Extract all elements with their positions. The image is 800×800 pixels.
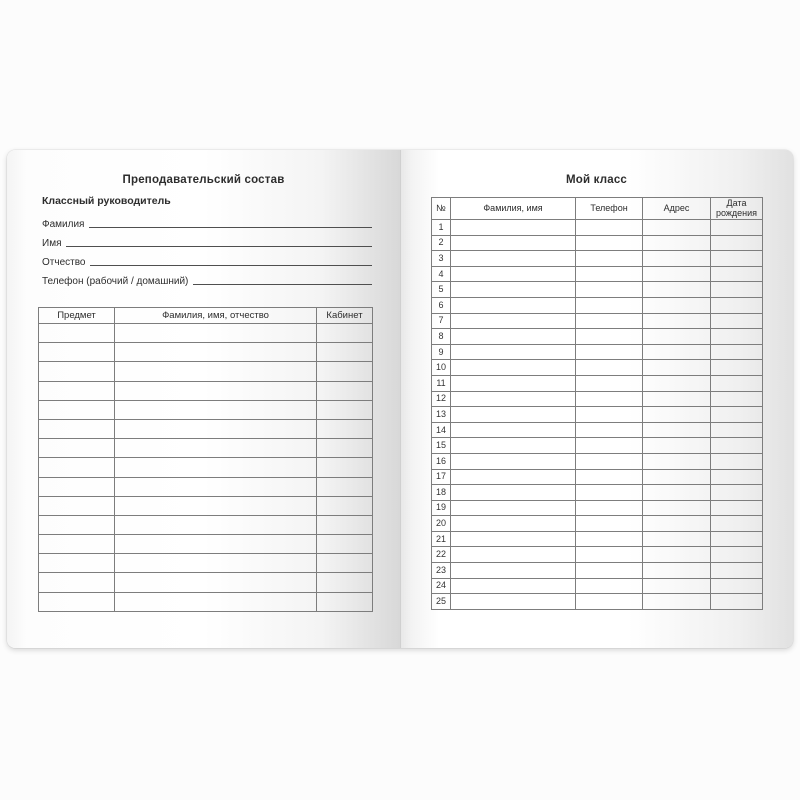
empty-cell [317,535,373,554]
row-number-cell: 24 [432,578,451,594]
row-number-cell: 9 [432,344,451,360]
empty-cell [711,360,763,376]
empty-cell [39,439,115,458]
staff-table-body [39,324,373,612]
table-row [39,400,373,419]
empty-cell [451,469,576,485]
empty-cell [711,485,763,501]
field-first-name-label: Имя [42,238,62,249]
field-first-name [42,232,372,249]
empty-cell [39,496,115,515]
empty-cell [451,235,576,251]
table-row [39,496,373,515]
empty-cell [39,381,115,400]
empty-cell [711,469,763,485]
table-row [39,573,373,592]
empty-cell [711,266,763,282]
table-row [432,297,763,313]
empty-cell [451,407,576,423]
empty-cell [451,297,576,313]
empty-cell [576,469,643,485]
empty-cell [115,592,317,611]
empty-cell [576,344,643,360]
table-row [432,422,763,438]
empty-cell [643,329,711,345]
empty-cell [451,360,576,376]
empty-cell [643,282,711,298]
table-row [39,458,373,477]
row-number-cell: 2 [432,235,451,251]
empty-cell [451,344,576,360]
class-teacher-heading: Классный руководитель [42,195,171,207]
table-row [432,438,763,454]
empty-cell [451,251,576,267]
field-patronymic-label: Отчество [42,257,86,268]
empty-cell [711,375,763,391]
empty-cell [711,297,763,313]
empty-cell [115,458,317,477]
row-number-cell: 7 [432,313,451,329]
empty-cell [643,578,711,594]
staff-table-header-row [39,308,373,324]
table-row [432,469,763,485]
empty-cell [39,554,115,573]
empty-cell [576,547,643,563]
empty-cell [451,422,576,438]
first-name-write-in-line [66,246,372,247]
row-number-cell: 12 [432,391,451,407]
empty-cell [451,563,576,579]
field-surname [42,213,372,230]
empty-cell [643,500,711,516]
empty-cell [451,453,576,469]
staff-table [38,307,373,612]
row-number-cell: 22 [432,547,451,563]
column-header-room: Кабинет [317,308,373,324]
table-row [39,343,373,362]
empty-cell [576,375,643,391]
row-number-cell: 25 [432,594,451,610]
empty-cell [643,594,711,610]
empty-cell [115,343,317,362]
empty-cell [711,235,763,251]
empty-cell [317,362,373,381]
empty-cell [451,282,576,298]
empty-cell [711,438,763,454]
row-number-cell: 15 [432,438,451,454]
empty-cell [576,594,643,610]
empty-cell [576,578,643,594]
empty-cell [115,400,317,419]
empty-cell [451,516,576,532]
row-number-cell: 6 [432,297,451,313]
empty-cell [643,297,711,313]
empty-cell [39,343,115,362]
field-phone [42,270,372,287]
table-row [39,592,373,611]
empty-cell [576,282,643,298]
empty-cell [643,360,711,376]
table-row [432,485,763,501]
empty-cell [317,496,373,515]
empty-cell [643,220,711,236]
empty-cell [711,500,763,516]
empty-cell [317,381,373,400]
empty-cell [576,531,643,547]
empty-cell [711,407,763,423]
empty-cell [115,535,317,554]
table-row [432,313,763,329]
field-phone-label: Телефон (рабочий / домашний) [42,276,189,287]
empty-cell [643,235,711,251]
empty-cell [115,439,317,458]
empty-cell [643,516,711,532]
row-number-cell: 23 [432,563,451,579]
table-row [39,554,373,573]
class-table-body [432,220,763,610]
table-row [432,360,763,376]
table-row [39,381,373,400]
empty-cell [115,381,317,400]
column-header-phone: Телефон [576,198,643,220]
empty-cell [576,516,643,532]
empty-cell [115,496,317,515]
empty-cell [711,453,763,469]
row-number-cell: 14 [432,422,451,438]
empty-cell [115,477,317,496]
empty-cell [643,251,711,267]
empty-cell [643,485,711,501]
row-number-cell: 19 [432,500,451,516]
empty-cell [711,594,763,610]
empty-cell [451,531,576,547]
row-number-cell: 21 [432,531,451,547]
row-number-cell: 10 [432,360,451,376]
empty-cell [643,563,711,579]
column-header-birth-date: Дата рождения [711,198,763,220]
row-number-cell: 3 [432,251,451,267]
empty-cell [451,594,576,610]
table-row [432,578,763,594]
empty-cell [711,578,763,594]
row-number-cell: 17 [432,469,451,485]
row-number-cell: 11 [432,375,451,391]
column-header-subject: Предмет [39,308,115,324]
table-row [432,266,763,282]
empty-cell [711,422,763,438]
table-row [432,375,763,391]
column-header-number: № [432,198,451,220]
empty-cell [451,438,576,454]
table-row [432,407,763,423]
class-table-header-row [432,198,763,220]
empty-cell [115,324,317,343]
left-page [7,150,400,648]
empty-cell [317,324,373,343]
empty-cell [576,329,643,345]
row-number-cell: 4 [432,266,451,282]
empty-cell [115,419,317,438]
empty-cell [451,313,576,329]
empty-cell [643,313,711,329]
table-row [39,439,373,458]
empty-cell [643,453,711,469]
empty-cell [576,220,643,236]
empty-cell [451,329,576,345]
empty-cell [451,266,576,282]
empty-cell [451,578,576,594]
column-header-name: Фамилия, имя [451,198,576,220]
table-row [432,391,763,407]
empty-cell [39,515,115,534]
empty-cell [39,477,115,496]
table-row [432,329,763,345]
empty-cell [643,547,711,563]
table-row [432,220,763,236]
empty-cell [643,407,711,423]
table-row [432,516,763,532]
surname-write-in-line [89,227,372,228]
patronymic-write-in-line [90,265,372,266]
empty-cell [39,592,115,611]
empty-cell [711,344,763,360]
empty-cell [317,458,373,477]
row-number-cell: 16 [432,453,451,469]
table-row [432,344,763,360]
empty-cell [115,362,317,381]
empty-cell [576,360,643,376]
empty-cell [317,477,373,496]
empty-cell [643,469,711,485]
empty-cell [39,400,115,419]
row-number-cell: 13 [432,407,451,423]
table-row [39,419,373,438]
empty-cell [39,458,115,477]
right-page-title: Мой класс [565,174,628,186]
table-row [39,477,373,496]
table-row [432,563,763,579]
field-patronymic [42,251,372,268]
empty-cell [317,592,373,611]
empty-cell [317,419,373,438]
empty-cell [711,282,763,298]
row-number-cell: 1 [432,220,451,236]
empty-cell [576,391,643,407]
row-number-cell: 20 [432,516,451,532]
empty-cell [643,375,711,391]
empty-cell [451,220,576,236]
empty-cell [39,573,115,592]
empty-cell [576,453,643,469]
phone-write-in-line [193,284,372,285]
row-number-cell: 5 [432,282,451,298]
empty-cell [711,391,763,407]
empty-cell [576,500,643,516]
empty-cell [576,313,643,329]
empty-cell [317,439,373,458]
empty-cell [39,362,115,381]
column-header-address: Адрес [643,198,711,220]
empty-cell [576,266,643,282]
empty-cell [643,531,711,547]
empty-cell [576,251,643,267]
empty-cell [711,516,763,532]
right-page [400,150,793,648]
empty-cell [317,554,373,573]
row-number-cell: 18 [432,485,451,501]
class-table [431,197,763,610]
empty-cell [317,515,373,534]
empty-cell [39,535,115,554]
field-surname-label: Фамилия [42,219,85,230]
table-row [432,251,763,267]
empty-cell [317,573,373,592]
table-row [39,362,373,381]
notebook-spread [7,150,793,648]
empty-cell [39,419,115,438]
empty-cell [317,400,373,419]
empty-cell [711,563,763,579]
empty-cell [451,375,576,391]
empty-cell [576,235,643,251]
empty-cell [451,485,576,501]
empty-cell [576,407,643,423]
empty-cell [643,391,711,407]
table-row [432,547,763,563]
row-number-cell: 8 [432,329,451,345]
table-row [39,324,373,343]
empty-cell [643,438,711,454]
empty-cell [711,220,763,236]
empty-cell [451,500,576,516]
empty-cell [576,422,643,438]
empty-cell [39,324,115,343]
empty-cell [643,266,711,282]
table-row [432,594,763,610]
empty-cell [576,563,643,579]
empty-cell [643,422,711,438]
left-page-title: Преподавательский состав [122,174,285,186]
table-row [39,535,373,554]
column-header-full-name: Фамилия, имя, отчество [115,308,317,324]
table-row [432,235,763,251]
table-row [432,453,763,469]
table-row [432,282,763,298]
empty-cell [711,547,763,563]
empty-cell [451,547,576,563]
empty-cell [576,438,643,454]
empty-cell [576,485,643,501]
table-row [432,500,763,516]
empty-cell [711,251,763,267]
empty-cell [317,343,373,362]
empty-cell [451,391,576,407]
table-row [432,531,763,547]
empty-cell [711,329,763,345]
empty-cell [115,515,317,534]
table-row [39,515,373,534]
empty-cell [643,344,711,360]
empty-cell [115,554,317,573]
empty-cell [711,531,763,547]
empty-cell [711,313,763,329]
empty-cell [115,573,317,592]
empty-cell [576,297,643,313]
